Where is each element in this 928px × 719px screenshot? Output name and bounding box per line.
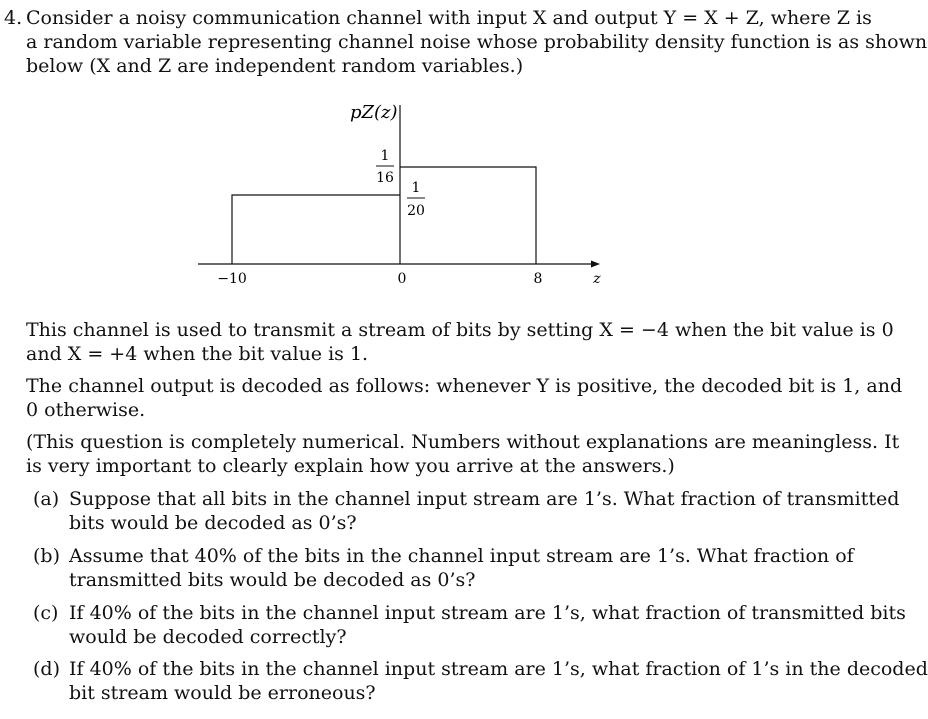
part-b-line-2: transmitted bits would be decoded as 0’s? <box>69 569 476 591</box>
pdf-left-segment <box>232 195 400 264</box>
pdf-figure <box>0 0 824 300</box>
part-b-label: (b) <box>33 545 60 567</box>
part-a-label: (a) <box>33 488 60 510</box>
x-tick-label-0: 0 <box>397 271 407 287</box>
part-c-label: (c) <box>33 602 59 624</box>
x-tick-label-8: 8 <box>533 271 543 287</box>
paragraph-1-line-1: This channel is used to transmit a stream of bits by setting X = −4 when the bit value is 0 <box>26 319 894 341</box>
intro-line-2: a random variable representing channel noise whose probability density function is as shown <box>26 31 928 53</box>
right-height-numerator: 1 <box>411 180 421 196</box>
left-height-numerator: 1 <box>380 148 390 164</box>
paragraph-2-line-2: 0 otherwise. <box>26 399 146 421</box>
part-d-line-1: If 40% of the bits in the channel input stream are 1’s, what fraction of 1’s in the decoded <box>69 658 928 680</box>
problem-number: 4. <box>4 7 23 29</box>
paragraph-2-line-1: The channel output is decoded as follows: whenever Y is positive, the decoded bit is 1, and <box>26 375 903 397</box>
part-c-line-1: If 40% of the bits in the channel input stream are 1’s, what fraction of transmitted bits <box>69 602 906 624</box>
right-height-denominator: 20 <box>407 203 425 219</box>
x-axis-arrow <box>591 261 600 268</box>
y-axis-label: pZ(z) <box>350 102 398 123</box>
intro-line-1: Consider a noisy communication channel with input X and output Y = X + Z, where Z is <box>26 7 872 29</box>
part-d-label: (d) <box>33 658 60 680</box>
part-d-line-2: bit stream would be erroneous? <box>69 682 376 704</box>
part-c-line-2: would be decoded correctly? <box>69 626 347 648</box>
x-tick-label-minus10: −10 <box>217 271 247 287</box>
paragraph-1-line-2: and X = +4 when the bit value is 1. <box>26 343 369 365</box>
part-b-line-1: Assume that 40% of the bits in the channel input stream are 1’s. What fraction of <box>69 545 854 567</box>
left-height-denominator: 16 <box>376 170 394 186</box>
part-a-line-2: bits would be decoded as 0’s? <box>69 512 357 534</box>
part-a-line-1: Suppose that all bits in the channel input stream are 1’s. What fraction of transmitted <box>69 488 900 510</box>
paragraph-3-line-2: is very important to clearly explain how you arrive at the answers.) <box>26 455 675 477</box>
intro-line-3: below (X and Z are independent random variables.) <box>26 55 524 77</box>
paragraph-3-line-1: (This question is completely numerical. Numbers without explanations are meaningless. It <box>26 431 900 453</box>
x-axis-label: z <box>593 271 601 287</box>
